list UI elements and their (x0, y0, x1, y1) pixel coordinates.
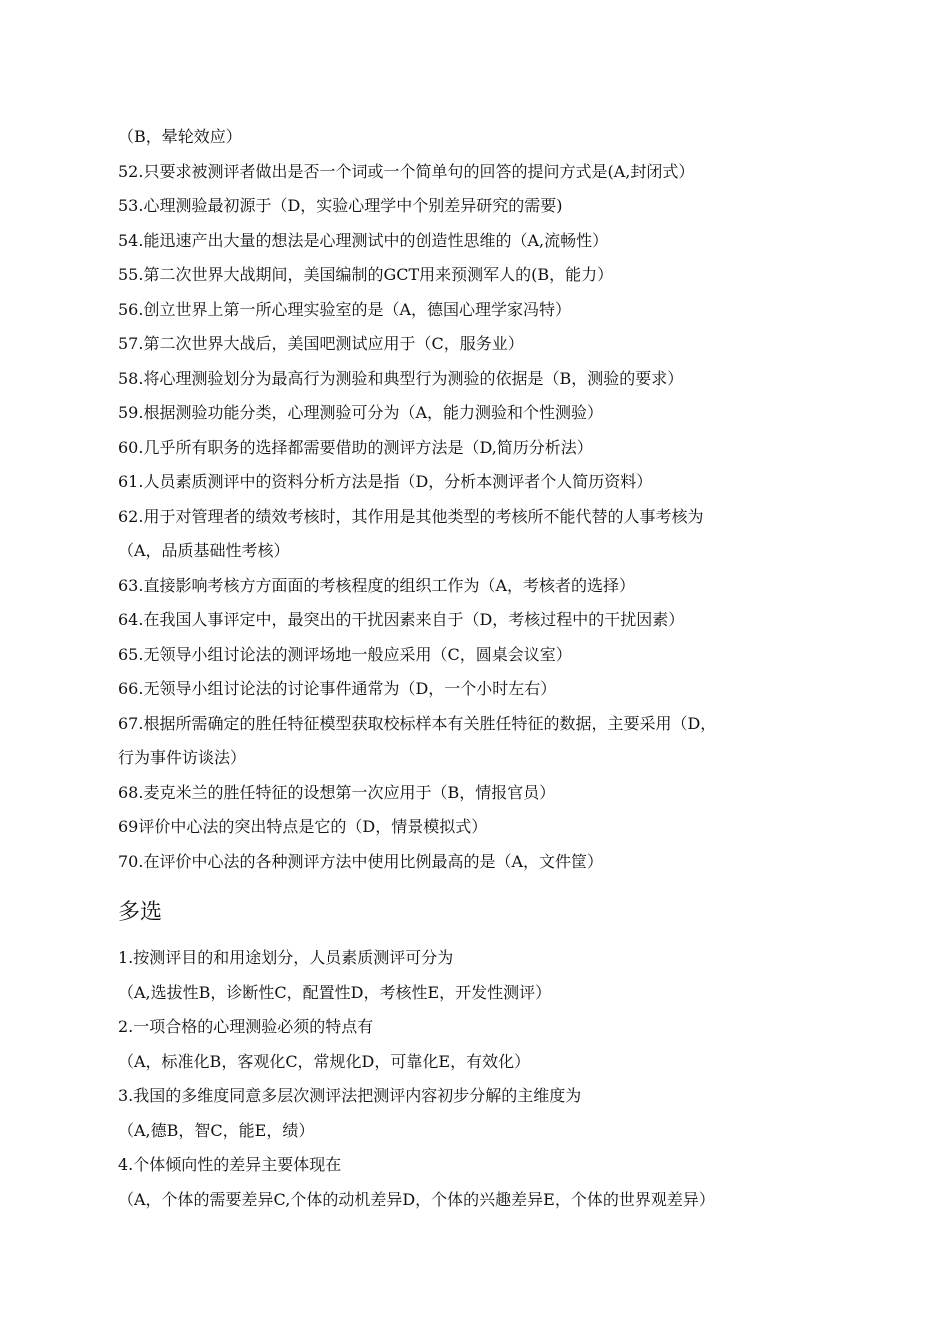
text-line: 1.按测评目的和用途划分，人员素质测评可分为 (118, 948, 454, 967)
text-line: 64.在我国人事评定中，最突出的干扰因素来自于（D，考核过程中的干扰因素） (118, 610, 685, 629)
text-line: 52.只要求被测评者做出是否一个词或一个简单句的回答的提问方式是(A,封闭式） (118, 161, 695, 181)
document-page (118, 120, 848, 1217)
text-line: 2.一项合格的心理测验必须的特点有 (118, 1017, 374, 1036)
text-line: 4.个体倾向性的差异主要体现在 (118, 1155, 342, 1174)
text-line: 69评价中心法的突出特点是它的（D，情景模拟式） (118, 817, 488, 836)
text-line: 54.能迅速产出大量的想法是心理测试中的创造性思维的（A,流畅性） (118, 230, 609, 250)
text-line: 62.用于对管理者的绩效考核时，其作用是其他类型的考核所不能代替的人事考核为 (118, 506, 704, 526)
text-line: 60.几乎所有职务的选择都需要借助的测评方法是（D,简历分析法） (118, 437, 593, 457)
text-line: 65.无领导小组讨论法的测评场地一般应采用（C，圆桌会议室） (118, 644, 572, 664)
section-heading-multi-choice: 多选 (118, 900, 163, 925)
text-line: 55.第二次世界大战期间，美国编制的GCT用来预测军人的(B，能力） (118, 265, 614, 284)
text-line: 58.将心理测验划分为最高行为测验和典型行为测验的依据是（B，测验的要求） (118, 368, 684, 388)
text-line: （A，标准化B，客观化C，常规化D，可靠化E，有效化） (118, 1051, 531, 1071)
text-line: 行为事件访谈法） (118, 748, 247, 767)
text-line: （A,选拔性B，诊断性C，配置性D，考核性E，开发性测评） (118, 982, 552, 1002)
text-line: 70.在评价中心法的各种测评方法中使用比例最高的是（A，文件筐） (118, 851, 604, 871)
text-line: 57.第二次世界大战后，美国吧测试应用于（C，服务业） (118, 334, 524, 353)
single-choice-section (118, 120, 848, 879)
text-line: 59.根据测验功能分类，心理测验可分为（A，能力测验和个性测验） (118, 403, 604, 422)
text-line: 56.创立世界上第一所心理实验室的是（A，德国心理学家冯特） (118, 299, 572, 319)
text-line: （B，晕轮效应） (118, 127, 242, 146)
text-line: 67.根据所需确定的胜任特征模型获取校标样本有关胜任特征的数据，主要采用（D， (118, 713, 717, 733)
text-line: 66.无领导小组讨论法的讨论事件通常为（D，一个小时左右） (118, 679, 557, 698)
text-line: 61.人员素质测评中的资料分析方法是指（D，分析本测评者个人简历资料） (118, 472, 653, 491)
text-line: 63.直接影响考核方方面面的考核程度的组织工作为（A，考核者的选择） (118, 575, 636, 595)
multi-choice-section (118, 941, 848, 1217)
text-line: 53.心理测验最初源于（D，实验心理学中个别差异研究的需要) (118, 196, 563, 215)
text-line: （A，品质基础性考核） (118, 541, 290, 560)
text-line: （A，个体的需要差异C,个体的动机差异D，个体的兴趣差异E，个体的世界观差异） (118, 1189, 715, 1209)
text-line: 3.我国的多维度同意多层次测评法把测评内容初步分解的主维度为 (118, 1086, 582, 1105)
text-line: （A,德B，智C，能E，绩） (118, 1120, 315, 1140)
text-line: 68.麦克米兰的胜任特征的设想第一次应用于（B，情报官员） (118, 782, 556, 802)
